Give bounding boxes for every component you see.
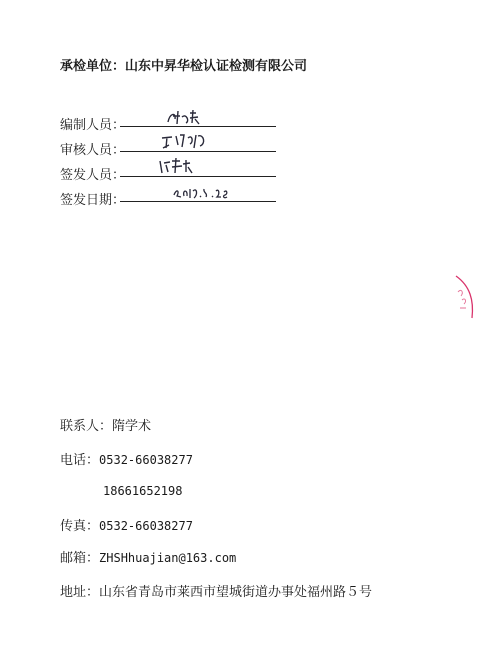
reviewer-label: 审核人员： xyxy=(60,143,126,158)
email-label: 邮箱： xyxy=(60,551,100,566)
reviewer-signature-line xyxy=(120,151,276,152)
seal-stamp-icon xyxy=(452,272,478,324)
reviewer-signature xyxy=(120,130,276,150)
org-label: 承检单位： xyxy=(60,59,126,74)
fax-number: 0532-66038277 xyxy=(99,519,193,533)
issuer-label: 签发人员： xyxy=(60,168,126,183)
org-name: 山东中昇华检认证检测有限公司 xyxy=(125,59,308,74)
mobile-number: 18661652198 xyxy=(103,484,183,498)
issue-date-line xyxy=(120,201,276,202)
contact-person xyxy=(60,415,151,434)
compiler-label: 编制人员： xyxy=(60,118,126,133)
issuer-signature-line xyxy=(120,176,276,177)
fax-label: 传真： xyxy=(60,519,100,534)
contact-person-name: 隋学术 xyxy=(112,419,152,434)
address-row xyxy=(60,581,372,600)
fax-row xyxy=(60,515,193,534)
address-label: 地址： xyxy=(60,585,100,600)
email-row xyxy=(60,547,236,566)
inspection-organization xyxy=(60,55,307,74)
issue-date-handwritten xyxy=(120,181,276,201)
phone-row xyxy=(60,449,193,468)
address-text: 山东省青岛市莱西市望城街道办事处福州路５号 xyxy=(99,585,373,600)
email-address: ZHSHhuajian@163.com xyxy=(99,551,237,565)
contact-person-label: 联系人： xyxy=(60,419,113,434)
compiler-signature xyxy=(120,107,276,127)
phone-number: 0532-66038277 xyxy=(99,453,193,467)
issue-date-label: 签发日期： xyxy=(60,193,126,208)
issuer-signature xyxy=(120,155,276,175)
phone-label: 电话： xyxy=(60,453,100,468)
